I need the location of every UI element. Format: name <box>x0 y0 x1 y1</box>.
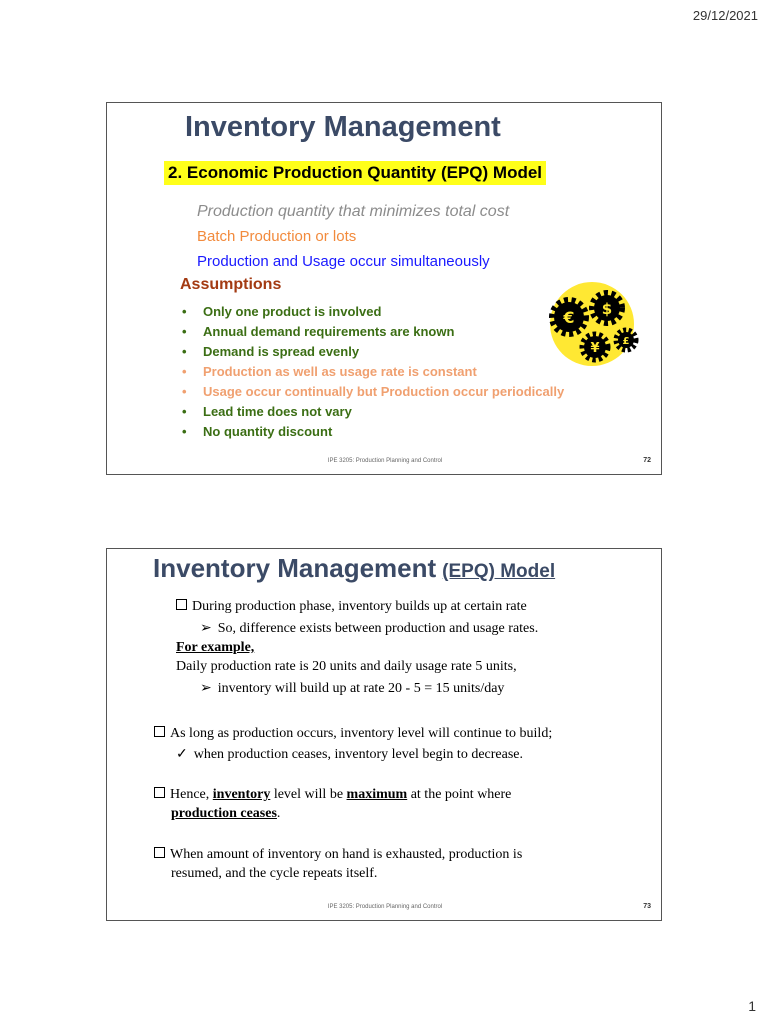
bullet-icon: • <box>182 304 187 319</box>
slide-72 <box>106 102 662 475</box>
checkbox-bullet-icon <box>154 726 165 737</box>
simultaneous-line: Production and Usage occur simultaneously <box>197 253 490 270</box>
list-item-text: Lead time does not vary <box>203 404 352 419</box>
point-exhausted <box>154 847 522 863</box>
list-item-text: No quantity discount <box>203 424 333 439</box>
bullet-icon: • <box>182 364 187 379</box>
list-item-text: Usage occur continually but Production occur periodically <box>203 384 565 399</box>
list-item <box>182 342 564 362</box>
assumptions-heading: Assumptions <box>180 276 282 293</box>
slide-footer: IPE 3205: Production Planning and Control <box>327 458 443 464</box>
slide-number: 72 <box>643 457 651 464</box>
definition-line: Production quantity that minimizes total cost <box>197 203 510 220</box>
point-production-phase <box>176 599 527 615</box>
list-item <box>182 302 564 322</box>
pound-symbol: £ <box>622 336 630 347</box>
bullet-icon: • <box>182 344 187 359</box>
point-text: at the point where <box>407 787 512 802</box>
list-item-text: Production as well as usage rate is constant <box>203 364 477 379</box>
assumptions-list <box>182 302 564 442</box>
emphasis-production-ceases: production ceases <box>171 806 277 821</box>
arrow-bullet-icon: ➢ <box>200 681 212 696</box>
bullet-icon: • <box>182 384 187 399</box>
checkbox-bullet-icon <box>154 847 165 858</box>
point-maximum-cont <box>171 806 280 822</box>
euro-symbol: € <box>563 308 575 327</box>
sub-point <box>200 680 504 697</box>
bullet-icon: • <box>182 404 187 419</box>
point-exhausted-cont: resumed, and the cycle repeats itself. <box>171 866 378 881</box>
point-text: level will be <box>270 787 347 802</box>
slide-title: Inventory Management <box>185 111 501 143</box>
point-text: . <box>276 806 281 821</box>
check-icon: ✓ <box>176 747 188 762</box>
title-main: Inventory Management <box>153 553 437 583</box>
checkbox-bullet-icon <box>154 787 165 798</box>
example-text: Daily production rate is 20 units and daily usage rate 5 units, <box>176 659 517 674</box>
sub-point-text: inventory will build up at rate 20 - 5 = 15 units/day <box>217 681 505 696</box>
page-number: 1 <box>748 998 756 1014</box>
list-item <box>182 402 564 422</box>
sub-point <box>176 746 523 763</box>
bullet-icon: • <box>182 324 187 339</box>
example-label: For example, <box>176 640 255 655</box>
point-text: Hence, <box>170 787 213 802</box>
slide-number: 73 <box>643 903 651 910</box>
list-item <box>182 422 564 442</box>
list-item-text: Demand is spread evenly <box>203 344 360 359</box>
list-item <box>182 322 564 342</box>
point-text: When amount of inventory on hand is exhausted, production is <box>170 847 523 862</box>
arrow-bullet-icon: ➢ <box>200 621 212 636</box>
dollar-symbol: $ <box>601 300 613 318</box>
batch-line: Batch Production or lots <box>197 228 357 245</box>
yen-symbol: ¥ <box>590 341 600 356</box>
list-item <box>182 382 564 402</box>
slide-subtitle-highlight: 2. Economic Production Quantity (EPQ) Model <box>164 161 546 185</box>
slide-footer: IPE 3205: Production Planning and Control <box>327 904 443 910</box>
sub-point-text: So, difference exists between production and usage rates. <box>217 621 539 636</box>
slide-73 <box>106 548 662 921</box>
bullet-icon: • <box>182 424 187 439</box>
point-maximum <box>154 787 511 803</box>
emphasis-inventory: inventory <box>212 787 271 802</box>
list-item-text: Annual demand requirements are known <box>203 324 455 339</box>
sub-point-text: when production ceases, inventory level begin to decrease. <box>193 747 524 762</box>
currency-gears-icon <box>543 281 641 367</box>
point-text: As long as production occurs, inventory level will continue to build; <box>170 726 553 741</box>
title-sub: (EPQ) Model <box>442 561 556 582</box>
point-production-occurs <box>154 726 552 742</box>
page-date: 29/12/2021 <box>692 8 758 23</box>
sub-point <box>200 620 538 637</box>
list-item <box>182 362 564 382</box>
checkbox-bullet-icon <box>176 599 187 610</box>
point-text: During production phase, inventory builds up at certain rate <box>192 599 527 614</box>
emphasis-maximum: maximum <box>346 787 408 802</box>
list-item-text: Only one product is involved <box>203 304 382 319</box>
slide-title <box>153 553 555 584</box>
